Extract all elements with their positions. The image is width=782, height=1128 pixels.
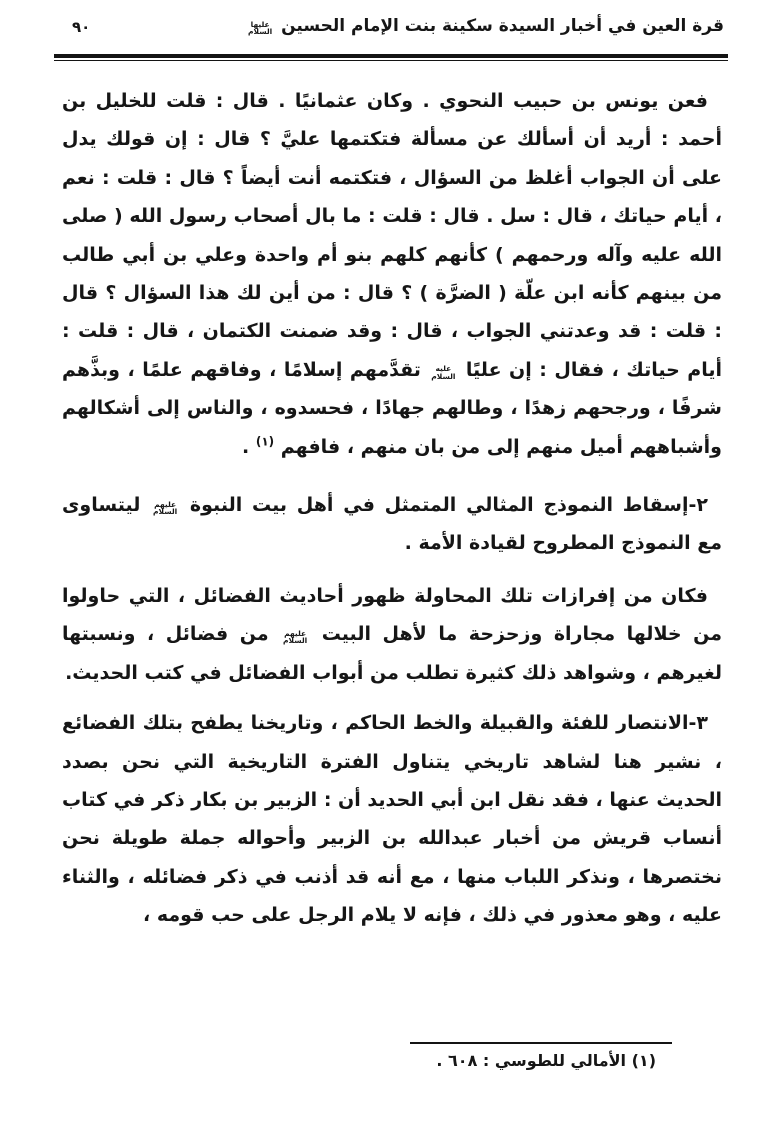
footnote-ref: (١) (255, 434, 275, 449)
footnote-text: الأمالي للطوسي : ٦٠٨ . (436, 1051, 627, 1070)
footnote (436, 1051, 656, 1070)
paragraph-1: فعن يونس بن حبيب النحوي . وكان عثمانيًا . قال : قلت للخليل بن أحمد : أريد أن أسألك عن مسألة فتكتمها عليَّ ؟ قال : إن قولك يدل على أن الجواب أغلظ من السؤال ، فتكتمه أنت أيضاً ؟ قال : قلت : نعم ، أيام حياتك ، قال : سل . قال : قلت : ما بال أصحاب رسول الله ( صلى الله عليه وآله ورحمهم ) كأنهم كلهم بنو أم واحدة وعلي بن أبي طالب من بينهم كأنه ابن علّة ( الضرَّة ) ؟ قال : من أين لك هذا السؤال ؟ قال : قلت : قد وعدتني الجواب ، قال : وقد ضمنت الكتمان ، قال : قلت : أيام حياتك ، فقال : إن عليًا عليه السلام تقدَّمهم إسلامًا ، وفاقهم علمًا ، وبذَّهم شرفًا ، ورجحهم زهدًا ، وطالهم جهادًا ، فحسدوه ، والناس إلى أشكالهم وأشباههم أميل منهم إلى من بان منهم ، فافهم $^{(١)}$ . (62, 90, 723, 458)
honorific-mark: عليهم السلام (153, 499, 178, 517)
paragraph-2: ٢-إسقاط النموذج المثالي المتمثل في أهل بيت النبوة عليهم السلام ليتساوى مع النموذج المطروح لقيادة الأمة . (62, 494, 722, 555)
honorific-mark: عليه السلام (431, 364, 456, 381)
header-rule (54, 54, 728, 61)
page-title: قرة العين في أخبار السيدة سكينة بنت الإمام الحسين عليها السلام (245, 16, 724, 36)
paragraph-3: فكان من إفرازات تلك المحاولة ظهور أحاديث الفضائل ، التي حاولوا من خلالها مجاراة وزحزحة ما لأهل البيت عليهم السلام من فضائل ، ونسبتها لغيرهم ، وشواهد ذلك كثيرة تطلب من أبواب الفضائل في كتب الحديث. (62, 584, 722, 684)
page-header (58, 16, 724, 36)
body-paragraphs (62, 82, 722, 935)
page-number: ٩٠ (72, 18, 91, 36)
footnote-rule (410, 1042, 672, 1044)
footnote-marker: (١) (631, 1051, 656, 1070)
paragraph-4: ٣-الانتصار للفئة والقبيلة والخط الحاكم ، وتاريخنا يطفح بتلك الفضائع ، نشير هنا لشاهد تاريخي يتناول الفترة التاريخية التي نحن بصدد الحديث عنها ، فقد نقل ابن أبي الحديد أن : الزبير بن بكار ذكر في كتاب أنساب قريش من أخبار عبدالله بن الزبير وأحواله جملة طويلة نحن نختصرها ، ونذكر اللباب منها ، مع أنه قد أذنب في ذكر فضائله ، والثناء عليه ، وهو معذور في ذلك ، فإنه لا يلام الرجل على حب قومه ، (62, 712, 722, 927)
honorific-mark: عليهم السلام (283, 628, 308, 646)
honorific-mark: عليها السلام (248, 19, 273, 36)
